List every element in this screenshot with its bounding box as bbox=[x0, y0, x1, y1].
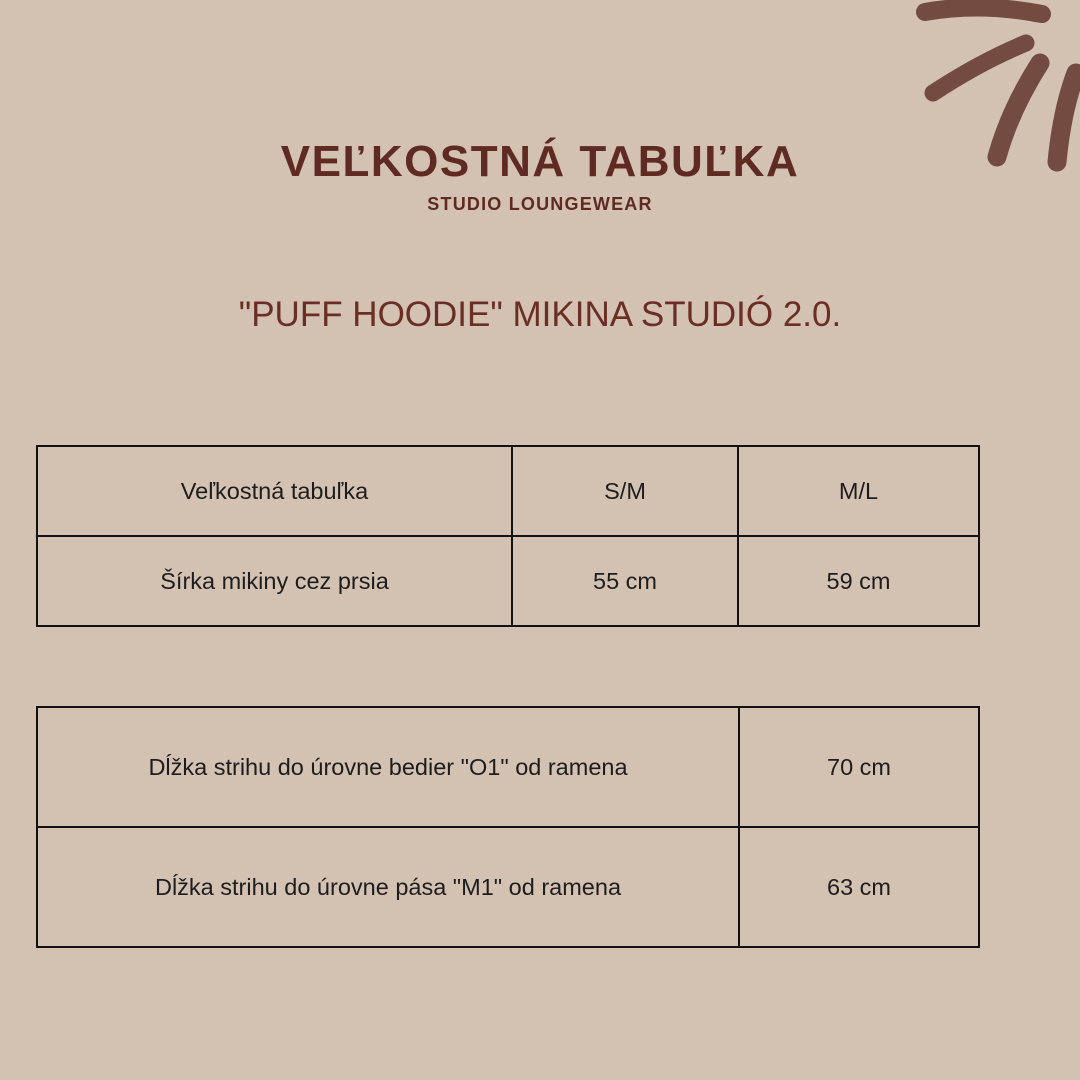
table-cell: 59 cm bbox=[738, 536, 979, 626]
page-title: VEĽKOSTNÁ TABUĽKA bbox=[280, 137, 800, 186]
length-table bbox=[36, 706, 980, 948]
table-cell: 55 cm bbox=[512, 536, 738, 626]
table-cell: 63 cm bbox=[739, 827, 979, 947]
table-row bbox=[37, 707, 979, 827]
brand-subtitle: STUDIO LOUNGEWEAR bbox=[427, 194, 653, 214]
table-row bbox=[37, 827, 979, 947]
table-row bbox=[37, 536, 979, 626]
product-title: "PUFF HOODIE" MIKINA STUDIÓ 2.0. bbox=[238, 295, 842, 334]
table-cell: Šírka mikiny cez prsia bbox=[37, 536, 512, 626]
table-header-cell: M/L bbox=[738, 446, 979, 536]
table-cell: Dĺžka strihu do úrovne pása "M1" od ramena bbox=[37, 827, 739, 947]
table-header-cell: Veľkostná tabuľka bbox=[37, 446, 512, 536]
size-table bbox=[36, 445, 980, 627]
table-cell: 70 cm bbox=[739, 707, 979, 827]
table-header-row bbox=[37, 446, 979, 536]
table-header-cell: S/M bbox=[512, 446, 738, 536]
table-cell: Dĺžka strihu do úrovne bedier "O1" od ramena bbox=[37, 707, 739, 827]
